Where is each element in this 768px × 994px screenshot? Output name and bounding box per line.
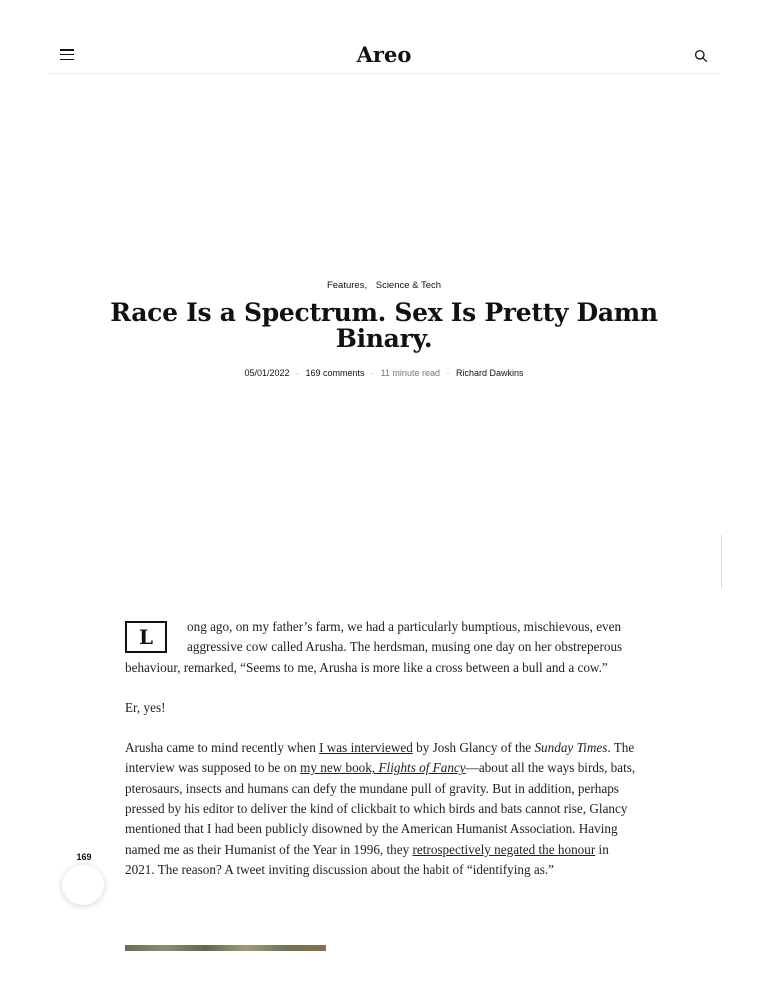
- article-image: [125, 945, 326, 951]
- negated-honour-link[interactable]: retrospectively negated the honour: [412, 841, 596, 857]
- text-run: by Josh Glancy of the: [412, 740, 535, 756]
- book-title: Flights of Fancy: [378, 760, 466, 776]
- author-link[interactable]: Richard Dawkins: [456, 368, 524, 378]
- search-icon[interactable]: [694, 49, 708, 63]
- side-divider: [721, 535, 722, 588]
- site-logo[interactable]: Areo: [356, 42, 412, 67]
- comment-count: 169: [76, 852, 92, 862]
- paragraph-1: [125, 617, 640, 678]
- post-categories: [0, 280, 768, 291]
- site-header: [48, 36, 720, 74]
- drop-cap: L: [125, 621, 167, 653]
- article-body: [125, 617, 640, 900]
- category-link-science-tech[interactable]: Science & Tech: [375, 280, 442, 291]
- text-run: in 2021. The reason? A tweet inviting discussion about the habit of “identifying as.”: [125, 841, 609, 877]
- book-link[interactable]: [300, 760, 466, 775]
- paragraph-2: Er, yes!: [125, 699, 166, 715]
- book-link-text: my new book,: [300, 760, 379, 776]
- comments-link[interactable]: 169 comments: [305, 368, 365, 378]
- text-run: Arusha came to mind recently when: [125, 740, 320, 756]
- meta-separator: ·: [296, 368, 300, 378]
- text-run: —about all the ways birds, bats, pterosaurs, insects and humans can defy the mundane pull of gravity. But in addition, perhaps pressed by his editor to deliver the kind of clickbait to which birds and bats cannot rise, Glancy mentioned that I had been publicly disowned by the American Humanist Association. Having named me as their Humanist of the Year in 1996, they: [125, 760, 636, 857]
- publication-name: Sunday Times: [534, 740, 608, 756]
- interview-link[interactable]: I was interviewed: [319, 740, 413, 756]
- comment-bubble-icon[interactable]: [62, 865, 104, 905]
- text-run: . The interview was supposed to be on: [125, 740, 635, 776]
- post-title: Race Is a Spectrum. Sex Is Pretty Damn Binary.: [110, 298, 658, 353]
- paragraph-3: [125, 738, 640, 880]
- meta-separator: ·: [446, 368, 450, 378]
- meta-separator: ·: [371, 368, 375, 378]
- category-link-features[interactable]: Features,: [326, 280, 368, 291]
- post-date: 05/01/2022: [244, 368, 290, 378]
- post-meta: [0, 368, 768, 378]
- read-time: 11 minute read: [380, 368, 440, 378]
- paragraph-1-text: ong ago, on my father’s farm, we had a particularly bumptious, mischievous, even aggressive cow called Arusha. The herdsman, musing one day on her obstreperous behaviour, remarked, “Seems to me, Arusha is more like a cross between a bull and a cow.”: [125, 619, 623, 675]
